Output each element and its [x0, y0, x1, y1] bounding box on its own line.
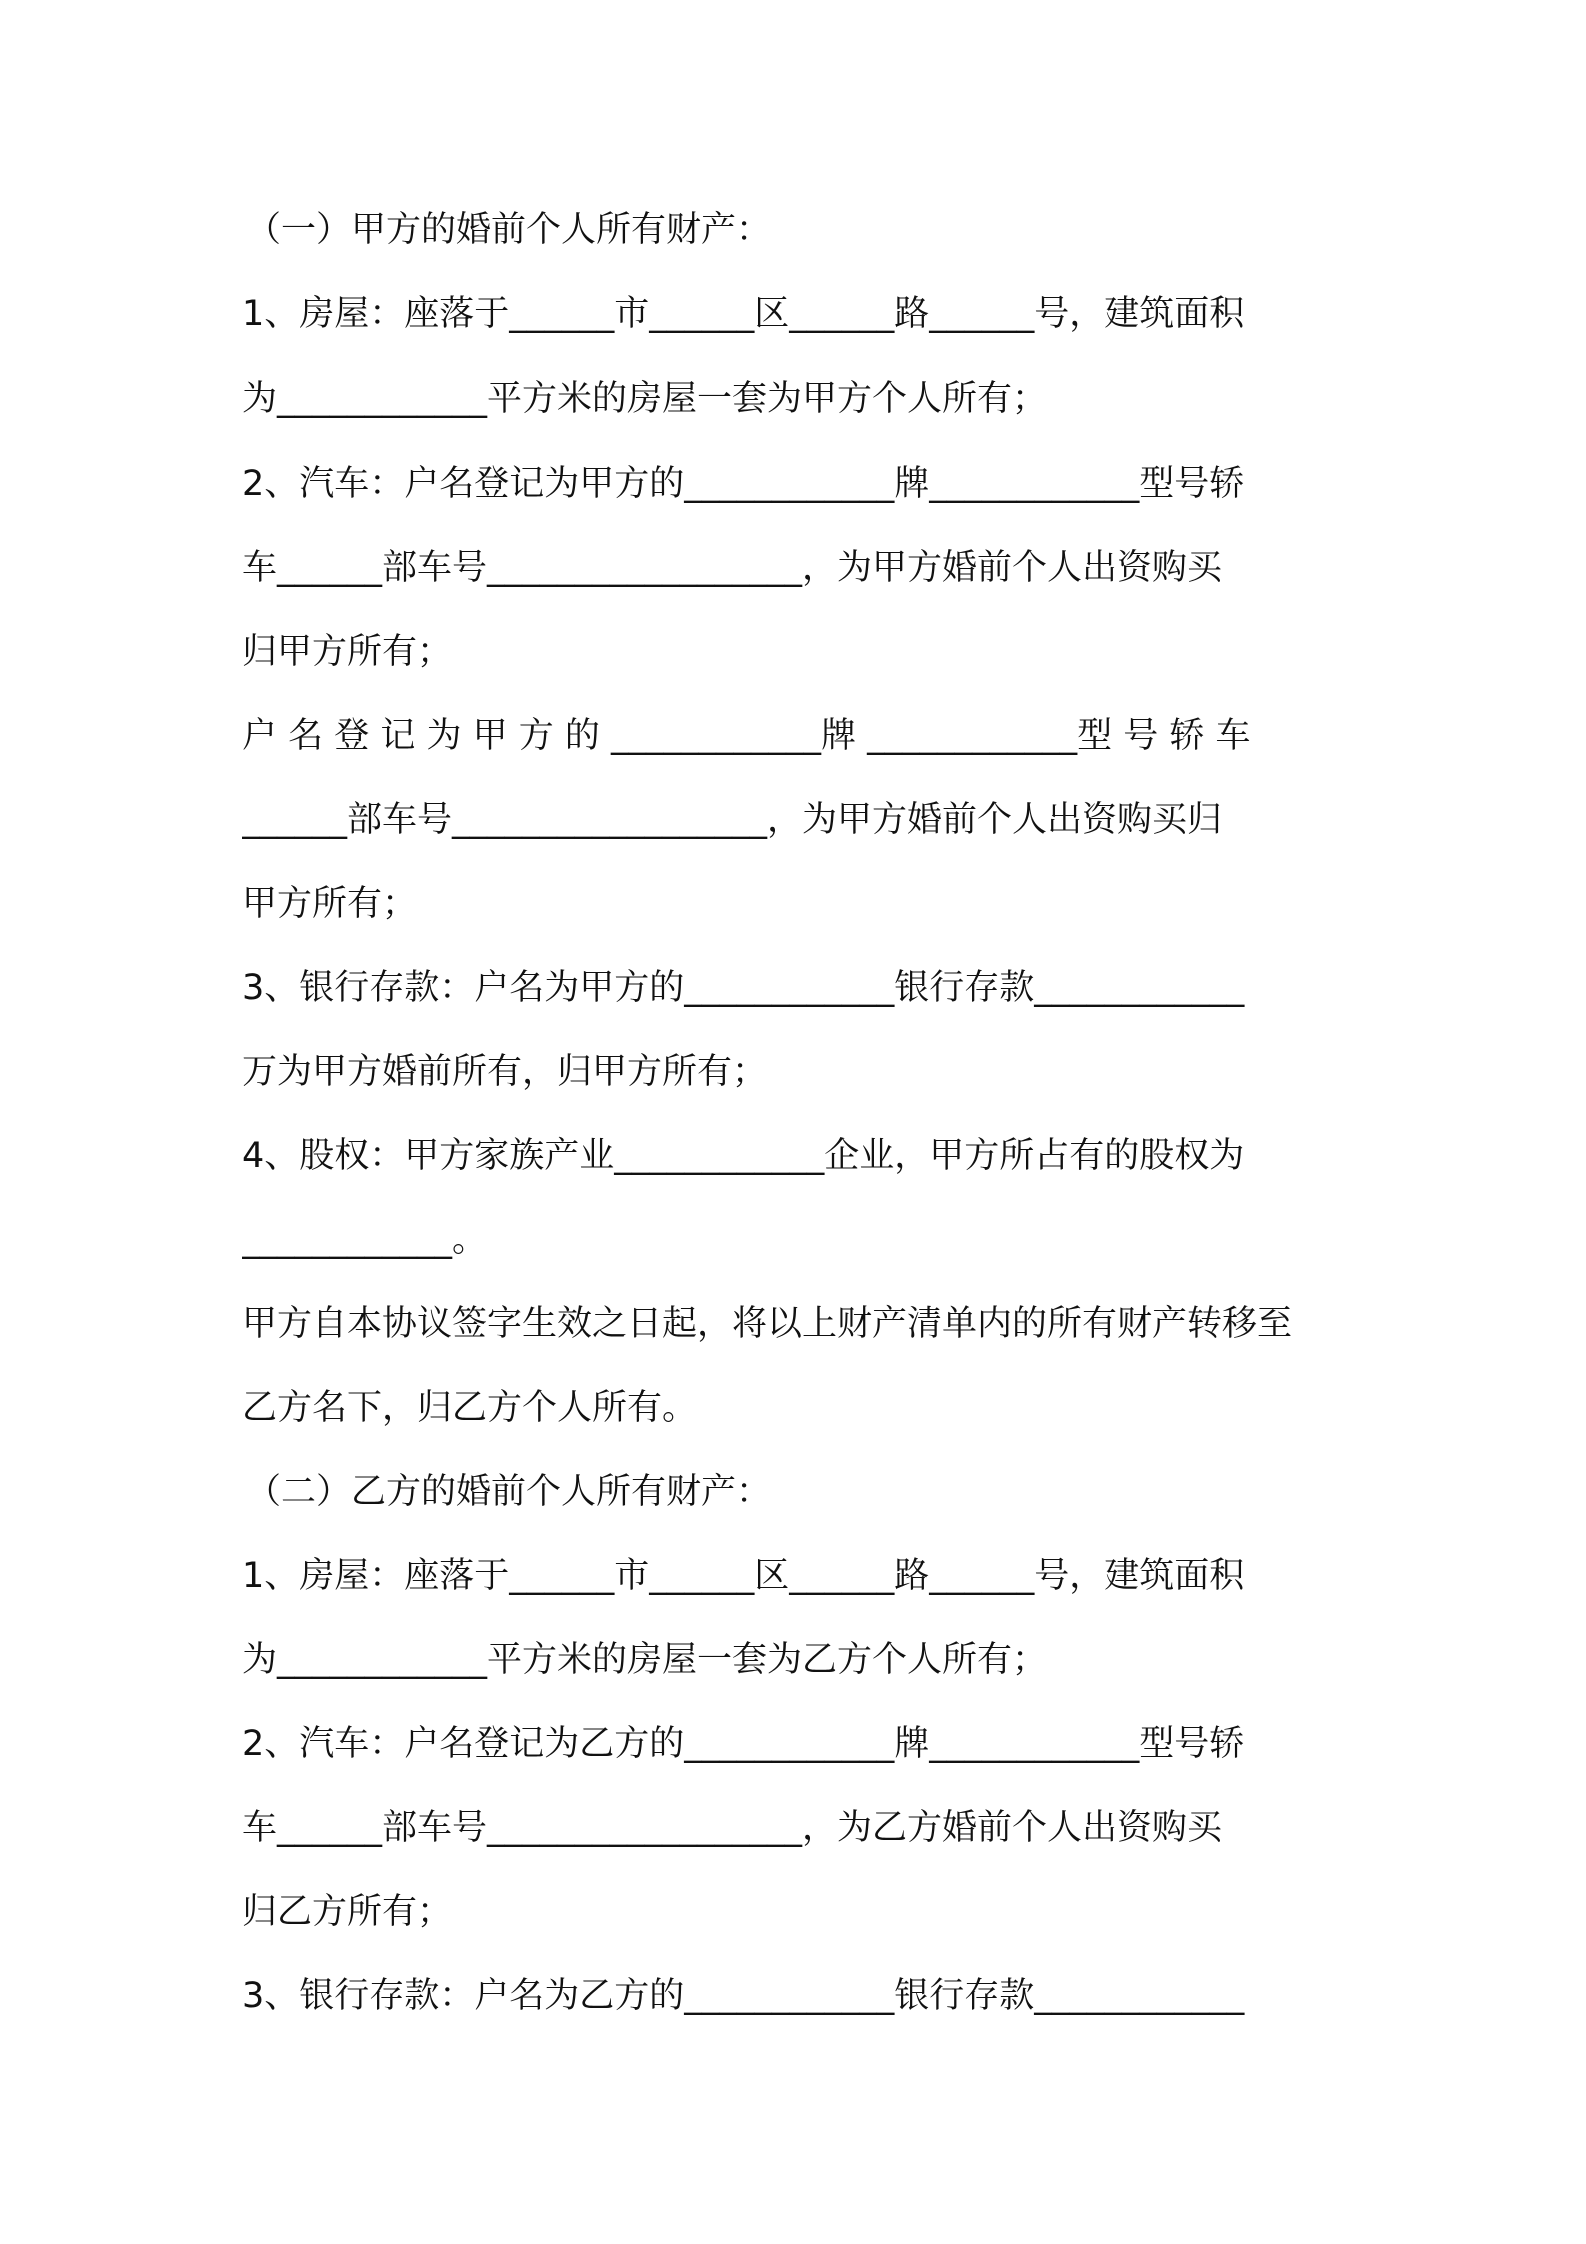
text-line: 3、银行存款：户名为甲方的____________银行存款____________	[242, 968, 1245, 1008]
text-line: 为____________平方米的房屋一套为乙方个人所有；	[242, 1640, 1048, 1680]
text-line: 3、银行存款：户名为乙方的____________银行存款____________	[242, 1976, 1245, 2016]
text-line: 归甲方所有；	[242, 632, 453, 672]
text-line: 万为甲方婚前所有，归甲方所有；	[242, 1052, 768, 1092]
text-line: 甲方所有；	[242, 884, 418, 924]
text-line: 车______部车号__________________，为甲方婚前个人出资购买	[242, 548, 1223, 588]
text-line: 2、汽车：户名登记为甲方的____________牌____________型号轿	[242, 464, 1245, 504]
text-line: ____________。	[242, 1220, 488, 1260]
text-line: 为____________平方米的房屋一套为甲方个人所有；	[242, 379, 1048, 419]
text-line: 1、房屋：座落于______市______区______路______号，建筑面积	[242, 1556, 1245, 1596]
text-line: 户 名 登 记 为 甲 方 的 ____________牌 ____________型 号 轿 车	[242, 716, 1251, 756]
section-heading-party-a: （一）甲方的婚前个人所有财产：	[246, 210, 772, 250]
section-heading-party-b: （二）乙方的婚前个人所有财产：	[246, 1472, 772, 1512]
text-line: 2、汽车：户名登记为乙方的____________牌____________型号轿	[242, 1724, 1245, 1764]
text-line: 乙方名下，归乙方个人所有。	[242, 1388, 698, 1428]
text-line: 4、股权：甲方家族产业____________企业，甲方所占有的股权为	[242, 1136, 1245, 1176]
text-line: 归乙方所有；	[242, 1892, 453, 1932]
text-line: 甲方自本协议签字生效之日起，将以上财产清单内的所有财产转移至	[242, 1304, 1293, 1344]
text-line: 1、房屋：座落于______市______区______路______号，建筑面积	[242, 294, 1245, 334]
text-line: ______部车号__________________，为甲方婚前个人出资购买归	[242, 800, 1223, 840]
text-line: 车______部车号__________________，为乙方婚前个人出资购买	[242, 1808, 1223, 1848]
